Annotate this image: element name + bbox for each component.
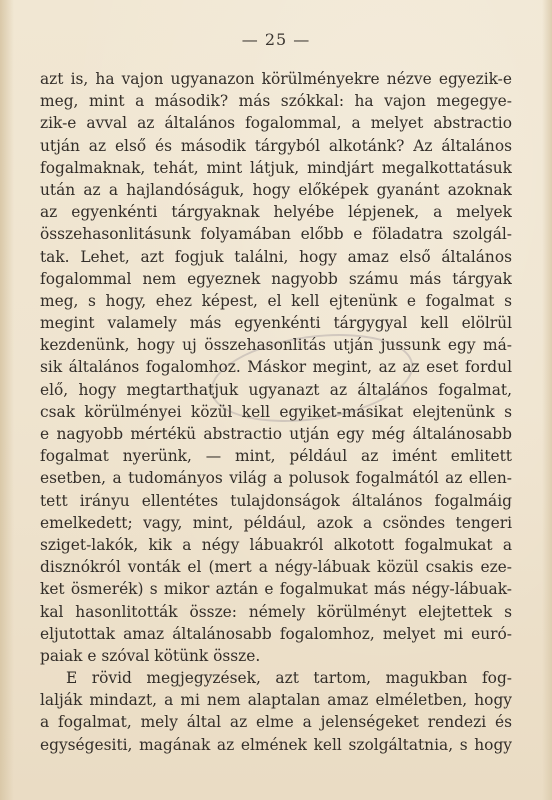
text-line: esetben, a tudományos világ a polusok fogalmától az ellen-	[40, 469, 512, 488]
page-number: — 25 —	[241, 30, 311, 49]
text-line: a fogalmat, mely által az elme a jelenségeket rendezi és	[40, 713, 512, 732]
text-line: egységesiti, magának az elmének kell szolgáltatnia, s hogy	[40, 735, 512, 754]
text-line: zik-e avval az általános fogalommal, a melyet abstractio	[40, 114, 512, 133]
text-line: megint valamely más egyenkénti tárgygyal kell elölrül	[40, 314, 512, 333]
text-line: tett irányu ellentétes tulajdonságok általános fogalmáig	[40, 491, 512, 510]
text-line: összehasonlitásunk folyamában előbb e föladatra szolgál-	[40, 225, 512, 244]
page-edge-shadow-right	[542, 0, 552, 800]
text-line: fogalommal nem egyeznek nagyobb számu más tárgyak	[40, 269, 512, 288]
text-line: elő, hogy megtarthatjuk ugyanazt az általános fogalmat,	[40, 380, 512, 399]
text-line: fogalmat nyerünk, — mint, például az imént emlitett	[40, 447, 512, 466]
text-line: után az a hajlandóságuk, hogy előképek gyanánt azoknak	[40, 180, 512, 199]
body-text	[40, 68, 512, 756]
text-line: eljutottak amaz általánosabb fogalomhoz, melyet mi euró-	[40, 624, 512, 643]
text-line: meg, mint a második? más szókkal: ha vajon megegye-	[40, 92, 512, 111]
text-line: E rövid megjegyzések, azt tartom, magukban fog-	[66, 669, 512, 688]
text-line: lalják mindazt, a mi nem alaptalan amaz elméletben, hogy	[40, 691, 512, 710]
text-line: kezdenünk, hogy uj összehasonlitás utján jussunk egy má-	[40, 336, 512, 355]
page-edge-shadow-left	[0, 0, 14, 800]
text-line: az egyenkénti tárgyaknak helyébe lépjenek, a melyek	[40, 203, 512, 222]
text-line: kal hasonlitották össze: némely körülményt elejtettek s	[40, 602, 512, 621]
text-line: disznókról vonták el (mert a négy-lábuak közül csakis eze-	[40, 558, 512, 577]
text-line: tak. Lehet, azt fogjuk találni, hogy amaz első általános	[40, 247, 512, 266]
text-line: emelkedett; vagy, mint, például, azok a csöndes tengeri	[40, 513, 512, 532]
text-line: csak körülményei közül kell egyiket-másikat elejtenünk s	[40, 402, 512, 421]
text-line: sziget-lakók, kik a négy lábuakról alkotott fogalmukat a	[40, 535, 512, 554]
text-line: paiak e szóval kötünk össze.	[40, 646, 261, 665]
text-line: meg, s hogy, ehez képest, el kell ejtenünk e fogalmat s	[40, 291, 512, 310]
text-line: sik általános fogalomhoz. Máskor megint, az az eset fordul	[40, 358, 512, 377]
text-line: utján az első és második tárgyból alkotánk? Az általános	[40, 136, 512, 155]
text-line: e nagyobb mértékü abstractio utján egy még általánosabb	[40, 425, 512, 443]
text-line: azt is, ha vajon ugyanazon körülményekre nézve egyezik-e	[40, 70, 512, 88]
text-line: fogalmaknak, tehát, mint látjuk, mindjárt megalkottatásuk	[40, 158, 512, 177]
text-line: ket ösmerék) s mikor aztán e fogalmukat más négy-lábuak-	[40, 580, 512, 599]
